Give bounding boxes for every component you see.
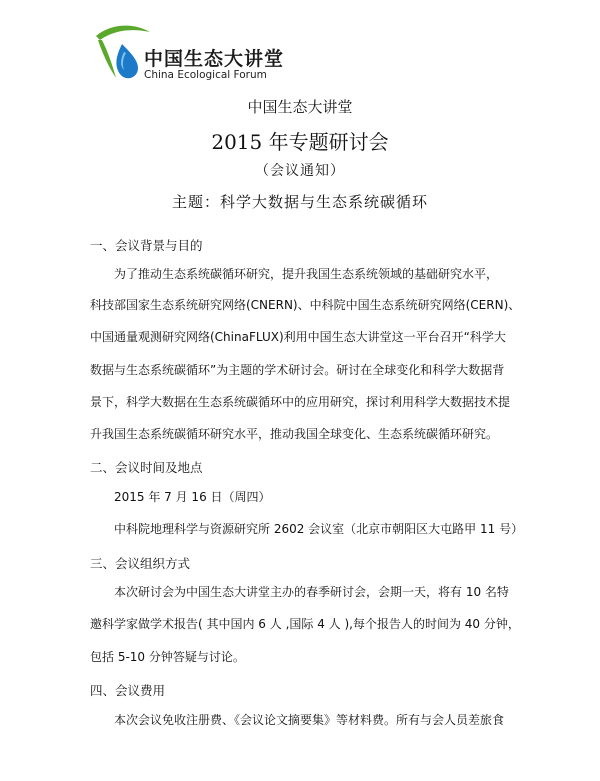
logo-chinese-text: 中国生态大讲堂: [144, 48, 285, 70]
section-heading-fees: 四、会议费用: [90, 683, 166, 698]
leaf-drop-icon: [92, 22, 152, 86]
paragraph-line: 景下，科学大数据在生态系统碳循环中的应用研究，探讨利用科学大数据技术提: [90, 395, 511, 409]
paragraph-line: 本次会议免收注册费、《会议论文摘要集》等材料费。所有与会人员差旅食: [114, 713, 505, 727]
meeting-location: 中科院地理科学与资源研究所 2602 会议室（北京市朝阳区大屯路甲 11 号）: [114, 522, 524, 536]
paragraph-line: 升我国生态系统碳循环研究水平，推动我国全球变化、生态系统碳循环研究。: [90, 427, 499, 441]
logo-english-text: China Ecological Forum: [144, 69, 267, 81]
meeting-date: 2015 年 7 月 16 日（周四）: [114, 490, 271, 504]
theme-heading: 主题：科学大数据与生态系统碳循环: [171, 193, 428, 211]
section-heading-organization: 三、会议组织方式: [90, 556, 191, 571]
document-title: 2015 年专题研讨会: [211, 130, 389, 154]
paragraph-line: 本次研讨会为中国生态大讲堂主办的春季研讨会，会期一天，将有 10 名特: [114, 585, 509, 599]
paragraph-line: 包括 5-10 分钟答疑与讨论。: [90, 650, 245, 664]
organizer-heading: 中国生态大讲堂: [247, 98, 353, 116]
notice-subtitle: （会议通知）: [255, 163, 345, 179]
paragraph-line: 科技部国家生态系统研究网络(CNERN)、中科院中国生态系统研究网络(CERN)、: [90, 298, 521, 312]
paragraph-line: 中国通量观测研究网络(ChinaFLUX)利用中国生态大讲堂这一平台召开“科学大: [90, 330, 506, 344]
section-heading-background: 一、会议背景与目的: [90, 238, 203, 253]
paragraph-line: 邀科学家做学术报告( 其中国内 6 人 ,国际 4 人 ),每个报告人的时间为 40 分钟，: [90, 617, 520, 631]
paragraph-line: 为了推动生态系统碳循环研究，提升我国生态系统领域的基础研究水平，: [114, 267, 499, 281]
section-heading-time-place: 二、会议时间及地点: [90, 460, 203, 475]
china-ecological-forum-logo: [92, 22, 292, 86]
paragraph-line: 数据与生态系统碳循环”为主题的学术研讨会。研讨在全球变化和科学大数据背: [90, 363, 505, 377]
